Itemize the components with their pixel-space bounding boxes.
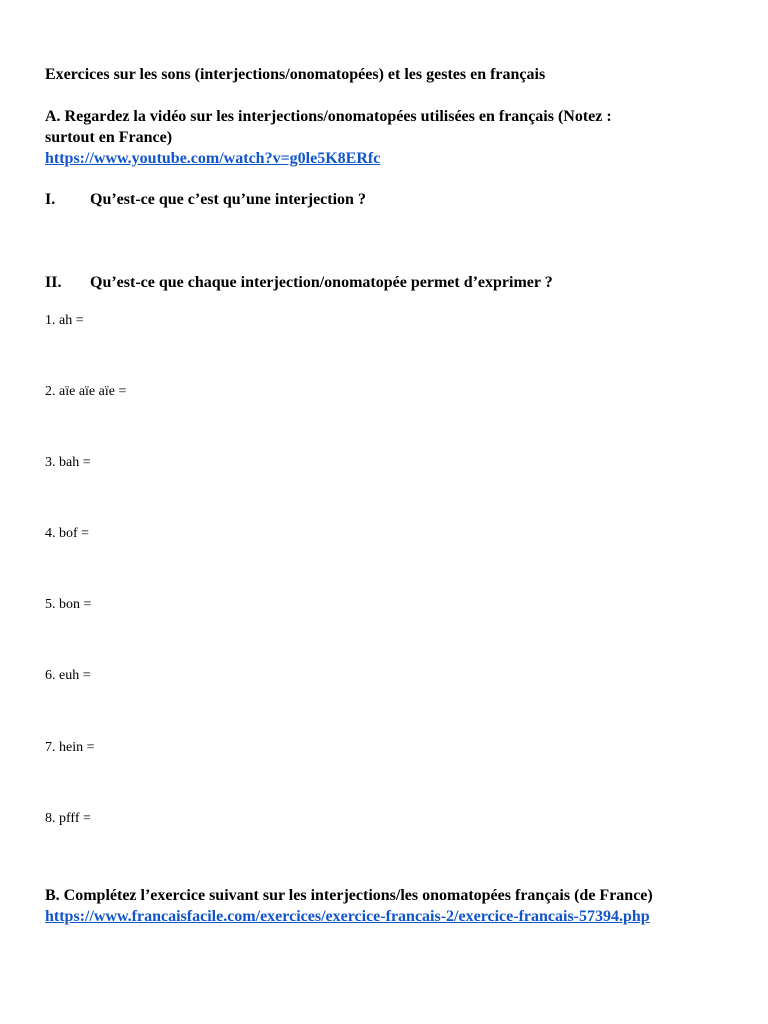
section-b-text: B. Complétez l’exercice suivant sur les interjections/les onomatopées français (de France) [45, 887, 653, 904]
list-item-bon: 5. bon = [45, 597, 92, 612]
question-2-number: II. [45, 274, 62, 291]
question-1-number: I. [45, 191, 56, 208]
list-item-ah: 1. ah = [45, 313, 84, 328]
section-a-line-2: surtout en France) [45, 129, 173, 146]
question-2-text: Qu’est-ce que chaque interjection/onomatopée permet d’exprimer ? [90, 274, 553, 291]
list-item-bof: 4. bof = [45, 526, 90, 541]
list-item-euh: 6. euh = [45, 668, 91, 683]
list-item-pfff: 8. pfff = [45, 811, 91, 826]
document-title: Exercices sur les sons (interjections/onomatopées) et les gestes en français [45, 66, 546, 83]
section-a-line-1: A. Regardez la vidéo sur les interjections/onomatopées utilisées en français (Notez : [45, 108, 612, 125]
list-item-hein: 7. hein = [45, 740, 95, 755]
question-1-text: Qu’est-ce que c’est qu’une interjection ? [90, 191, 366, 208]
youtube-link[interactable]: https://www.youtube.com/watch?v=g0le5K8ERfc [45, 150, 381, 167]
francaisfacile-link[interactable]: https://www.francaisfacile.com/exercices/exercice-francais-2/exercice-francais-57394.php [45, 908, 650, 925]
list-item-aie: 2. aïe aïe aïe = [45, 384, 127, 399]
list-item-bah: 3. bah = [45, 455, 91, 470]
